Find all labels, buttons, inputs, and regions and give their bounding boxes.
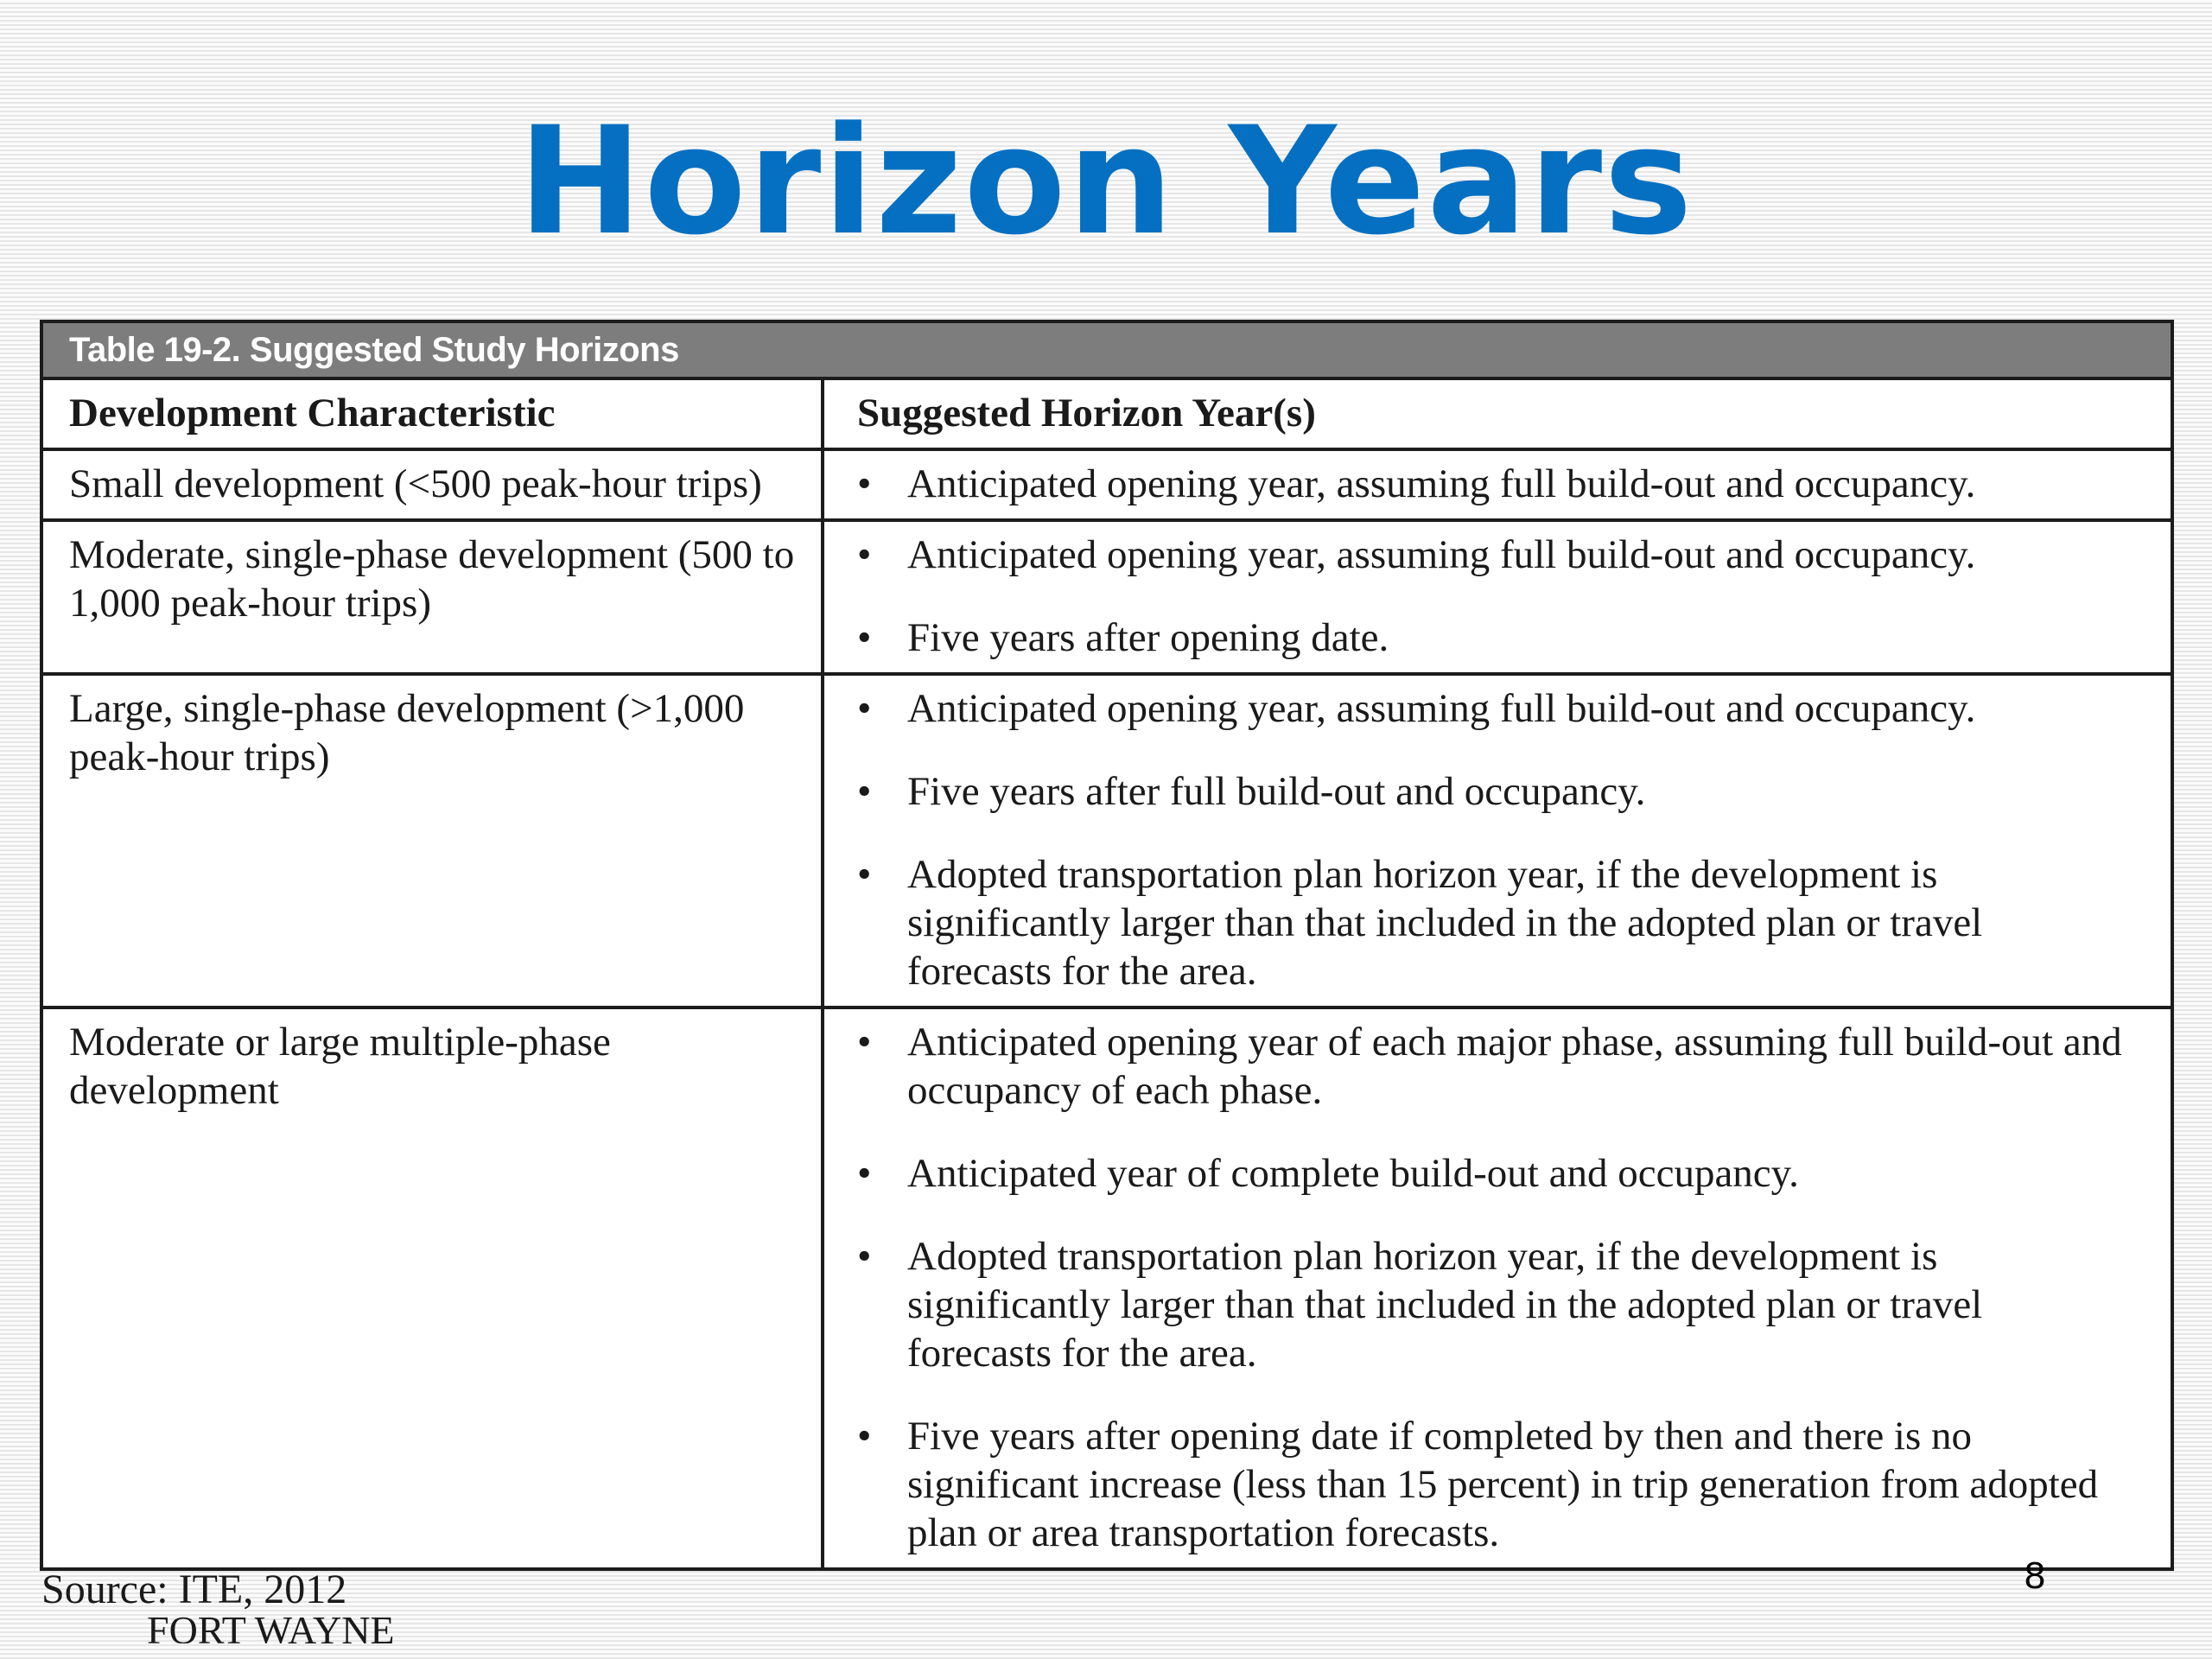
horizon-years-cell bbox=[823, 674, 2171, 1007]
horizon-table-grid bbox=[43, 380, 2171, 1567]
table-row bbox=[43, 1007, 2171, 1567]
page-number: 8 bbox=[2024, 1554, 2046, 1597]
source-citation: Source: ITE, 2012 bbox=[41, 1567, 347, 1612]
horizon-years-cell bbox=[823, 449, 2171, 520]
horizon-bullet: • Anticipated opening year, assuming full build-out and occupancy. bbox=[857, 460, 2136, 508]
table-caption: Table 19-2. Suggested Study Horizons bbox=[43, 323, 2171, 380]
characteristic-cell: Moderate or large multiple-phase development bbox=[43, 1007, 823, 1567]
horizon-table bbox=[40, 320, 2174, 1571]
horizon-bullet: • Anticipated year of complete build-out and occupancy. bbox=[857, 1149, 2136, 1198]
characteristic-cell: Moderate, single-phase development (500 to 1,000 peak-hour trips) bbox=[43, 520, 823, 674]
horizon-bullet: • Five years after full build-out and occupancy. bbox=[857, 767, 2136, 816]
column-header-characteristic: Development Characteristic bbox=[43, 380, 823, 449]
characteristic-cell: Small development (<500 peak-hour trips) bbox=[43, 449, 823, 520]
table-row bbox=[43, 674, 2171, 1007]
column-header-horizon-years: Suggested Horizon Year(s) bbox=[823, 380, 2171, 449]
table-row bbox=[43, 520, 2171, 674]
slide-title: Horizon Years bbox=[518, 94, 1694, 268]
table-row bbox=[43, 449, 2171, 520]
table-header-row bbox=[43, 380, 2171, 449]
footer-cropped-text: FORT WAYNE bbox=[147, 1612, 395, 1643]
horizon-bullet: • Five years after opening date if completed by then and there is no significant increase (less than 15 percent) in trip generation from adopted plan or area transportation forecasts. bbox=[857, 1412, 2136, 1557]
horizon-bullet: • Adopted transportation plan horizon year, if the development is significantly larger than that included in the adopted plan or travel forecasts for the area. bbox=[857, 1232, 2136, 1377]
horizon-bullet: • Adopted transportation plan horizon year, if the development is significantly larger than that included in the adopted plan or travel forecasts for the area. bbox=[857, 850, 2136, 995]
characteristic-cell: Large, single-phase development (>1,000 peak-hour trips) bbox=[43, 674, 823, 1007]
horizon-years-cell bbox=[823, 1007, 2171, 1567]
horizon-bullet: • Anticipated opening year of each major phase, assuming full build-out and occupancy of each phase. bbox=[857, 1018, 2136, 1115]
horizon-years-cell bbox=[823, 520, 2171, 674]
horizon-bullet: • Anticipated opening year, assuming full build-out and occupancy. bbox=[857, 684, 2136, 733]
horizon-bullet: • Five years after opening date. bbox=[857, 613, 2136, 662]
horizon-bullet: • Anticipated opening year, assuming full build-out and occupancy. bbox=[857, 531, 2136, 579]
